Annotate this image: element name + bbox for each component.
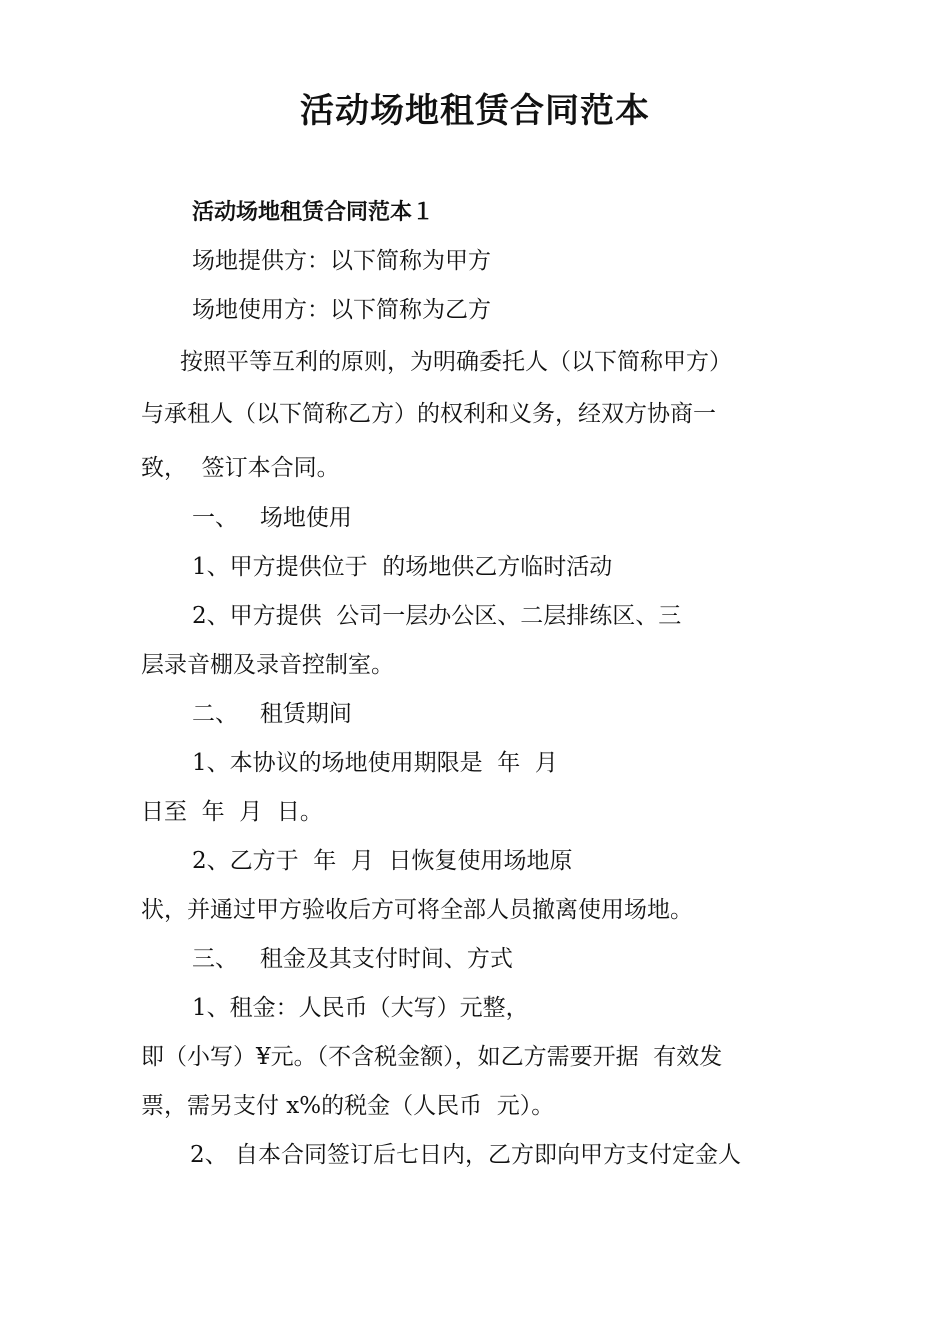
- section-heading: 二、 租赁期间: [192, 701, 352, 727]
- document-title: 活动场地租赁合同范本: [300, 91, 650, 131]
- paragraph-line: 即（小写）¥元。（不含税金额），如乙方需要开据 有效发: [141, 1044, 723, 1070]
- paragraph-line: 1、租金：人民币（大写）元整，: [192, 995, 529, 1021]
- section-heading: 一、 场地使用: [192, 505, 352, 531]
- paragraph-line: 场地提供方：以下简称为甲方: [192, 248, 491, 274]
- paragraph-line: 1、本协议的场地使用期限是 年 月: [192, 750, 558, 776]
- paragraph-line: 日至 年 月 日。: [141, 799, 323, 825]
- section-heading: 三、 租金及其支付时间、方式: [192, 946, 513, 972]
- paragraph-line: 致， 签订本合同。: [141, 455, 340, 481]
- paragraph-line: 与承租人（以下简称乙方）的权利和义务，经双方协商一: [141, 401, 716, 427]
- paragraph-line: 2、 自本合同签订后七日内，乙方即向甲方支付定金人: [190, 1142, 741, 1168]
- paragraph-line: 层录音棚及录音控制室。: [141, 652, 394, 678]
- section-subtitle: 活动场地租赁合同范本１: [192, 200, 435, 225]
- paragraph-line: 票，需另支付 x%的税金（人民币 元）。: [141, 1093, 555, 1119]
- paragraph-line: 状，并通过甲方验收后方可将全部人员撤离使用场地。: [141, 897, 693, 923]
- paragraph-line: 2、甲方提供 公司一层办公区、二层排练区、三: [192, 603, 682, 629]
- paragraph-line: 1、甲方提供位于 的场地供乙方临时活动: [192, 554, 613, 580]
- paragraph-line: 场地使用方：以下简称为乙方: [192, 297, 491, 323]
- paragraph-line: 按照平等互利的原则，为明确委托人（以下简称甲方）: [180, 349, 732, 375]
- paragraph-line: 2、乙方于 年 月 日恢复使用场地原: [192, 848, 573, 874]
